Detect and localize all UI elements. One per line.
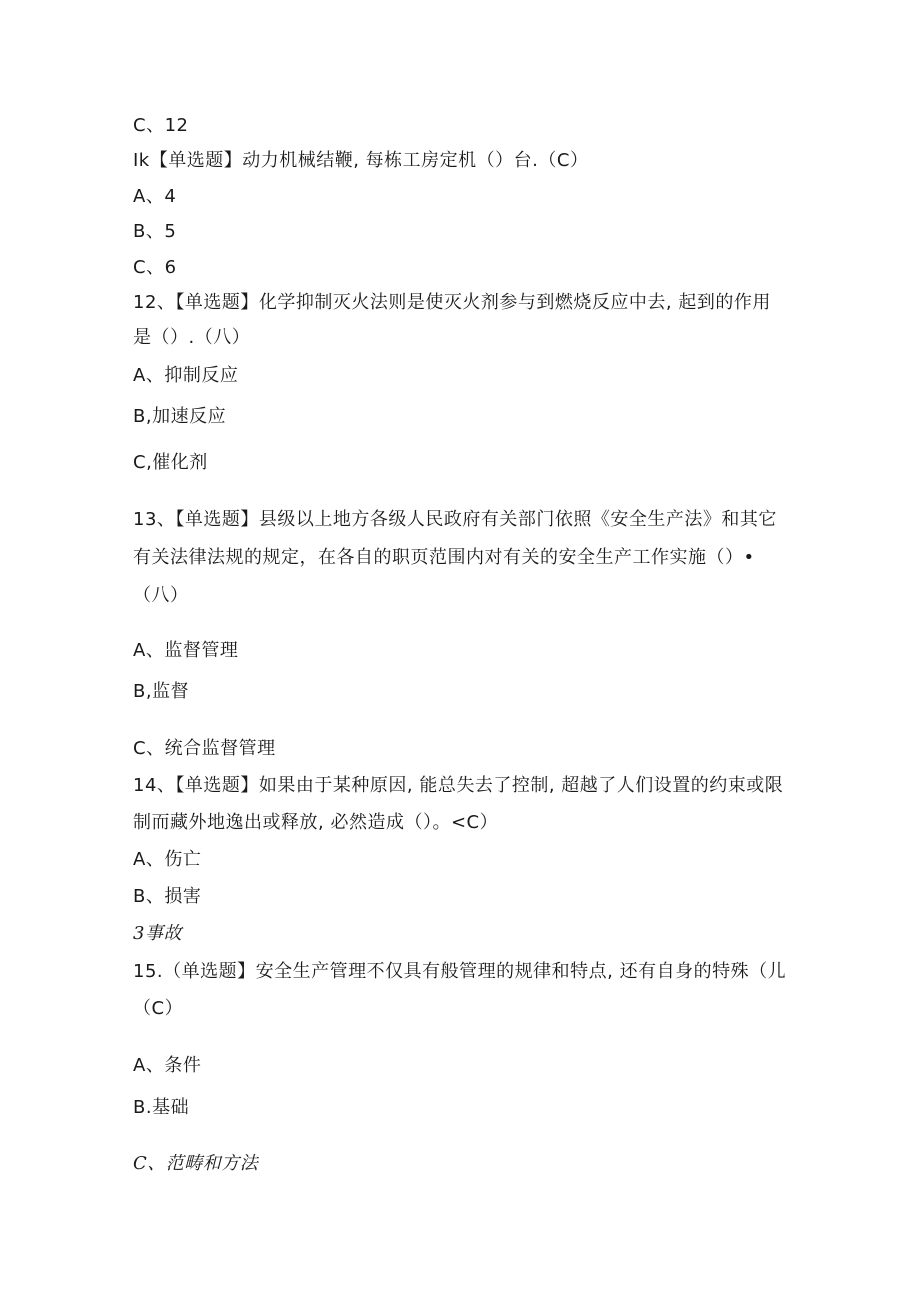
answer-option: C、6	[133, 257, 177, 278]
question-15-answer: （C）	[133, 998, 184, 1019]
question-12: 12、【单选题】化学抑制灭火法则是使灭火剂参与到燃烧反应中去, 起到的作用	[133, 292, 771, 313]
answer-option: A、伤亡	[133, 849, 202, 870]
question-11: Ik【单选题】动力机械结鞭, 每栋工房定机（）台.（C）	[133, 150, 589, 171]
answer-option: B,监督	[133, 681, 190, 702]
question-12-continued: 是（）.（八）	[133, 327, 251, 348]
question-14: 14、【单选题】如果由于某种原因, 能总失去了控制, 超越了人们设置的约束或限	[133, 775, 784, 796]
answer-option: C、12	[133, 115, 189, 136]
answer-option: B、损害	[133, 886, 202, 907]
question-14-continued: 制而藏外地逸出或释放, 必然造成（）。<C）	[133, 812, 499, 833]
question-15: 15.（单选题】安全生产管理不仅具有般管理的规律和特点, 还有自身的特殊（儿	[133, 961, 787, 982]
question-13-answer: （八）	[133, 585, 189, 606]
answer-option: A、抑制反应	[133, 365, 239, 386]
answer-option: B.基础	[133, 1097, 190, 1118]
answer-option: A、监督管理	[133, 640, 239, 661]
answer-option: B,加速反应	[133, 406, 227, 427]
question-13: 13、【单选题】县级以上地方各级人民政府有关部门依照《安全生产法》和其它	[133, 509, 777, 530]
answer-option: B、5	[133, 221, 177, 242]
answer-option: C,催化剂	[133, 452, 208, 473]
question-13-continued: 有关法律法规的规定，在各自的职页范围内对有关的安全生产工作实施（）•	[133, 547, 755, 568]
answer-option: A、条件	[133, 1055, 202, 1076]
answer-option: C、统合监督管理	[133, 738, 276, 759]
answer-option: C、范畴和方法	[133, 1153, 259, 1174]
answer-option: A、4	[133, 186, 177, 207]
answer-option: 3事故	[133, 923, 182, 944]
